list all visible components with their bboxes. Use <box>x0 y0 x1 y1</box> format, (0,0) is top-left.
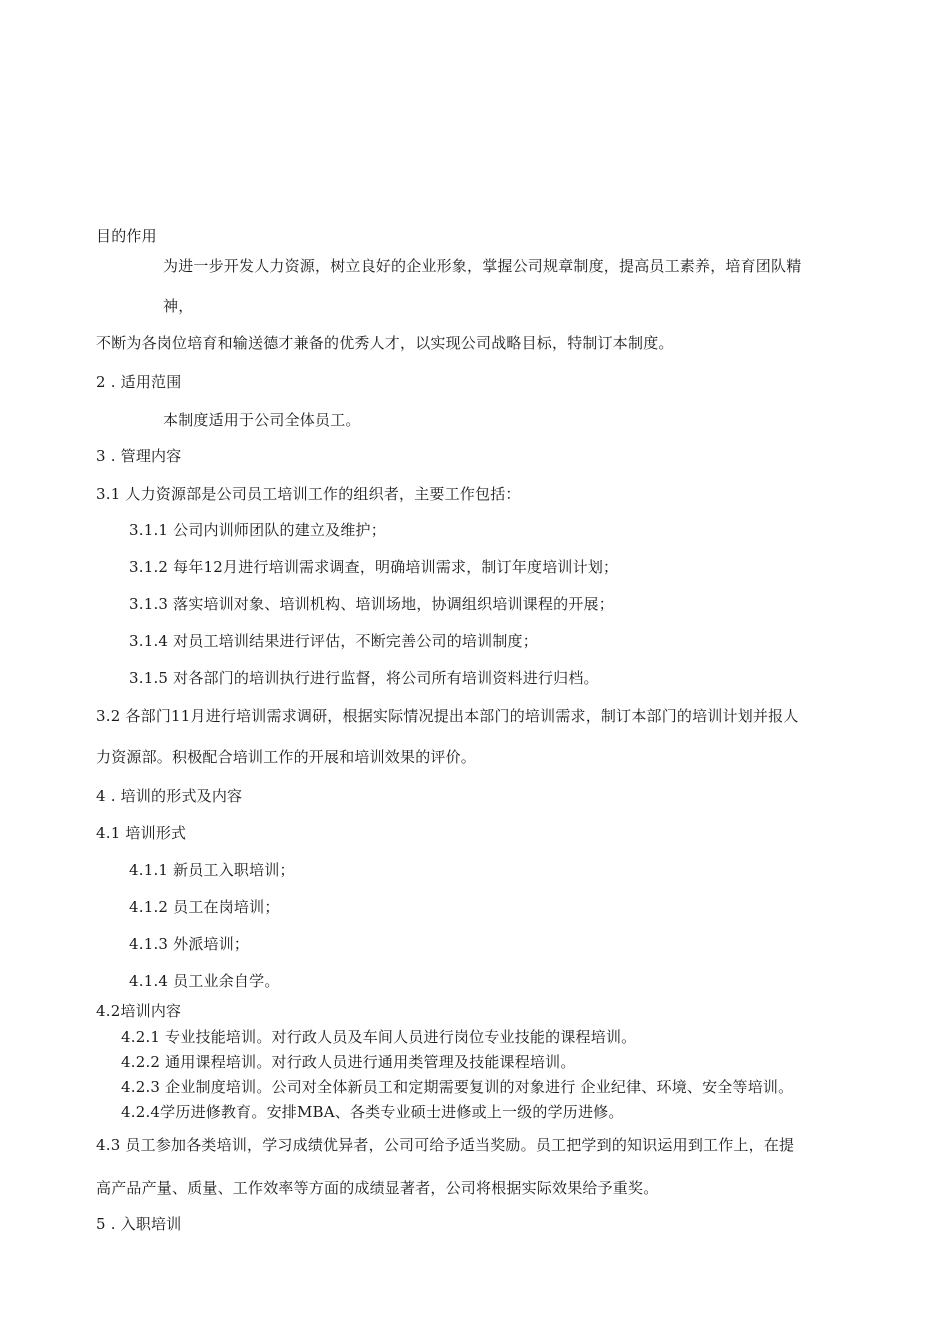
paragraph-purpose-line-1: 为进一步开发人力资源，树立良好的企业形象，掌握公司规章制度，提高员工素养，培育团队精 <box>163 257 802 275</box>
item-3-1-3: 3.1.3 落实培训对象、培训机构、培训场地，协调组织培训课程的开展； <box>129 595 614 613</box>
paragraph-scope: 本制度适用于公司全体员工。 <box>163 411 361 429</box>
item-4-2-2: 4.2.2 通用课程培训。对行政人员进行通用类管理及技能课程培训。 <box>121 1053 576 1071</box>
item-4-2-1: 4.2.1 专业技能培训。对行政人员及车间人员进行岗位专业技能的课程培训。 <box>121 1028 637 1046</box>
heading-training-forms: 4 . 培训的形式及内容 <box>96 787 243 805</box>
heading-purpose: 目的作用 <box>96 227 157 245</box>
item-3-2-line-1: 3.2 各部门11月进行培训需求调研，根据实际情况提出本部门的培训需求，制订本部门的培训计划并报人 <box>96 707 799 725</box>
heading-management: 3 . 管理内容 <box>96 447 182 465</box>
item-3-1: 3.1 人力资源部是公司员工培训工作的组织者，主要工作包括： <box>96 485 521 503</box>
item-4-2: 4.2培训内容 <box>96 1002 182 1020</box>
item-4-1-4: 4.1.4 员工业余自学。 <box>129 972 280 990</box>
item-4-3-line-1: 4.3 员工参加各类培训，学习成绩优异者，公司可给予适当奖励。员工把学到的知识运用到工作上，在提 <box>96 1136 795 1154</box>
heading-scope: 2 . 适用范围 <box>96 373 182 391</box>
paragraph-purpose-line-3: 不断为各岗位培育和输送德才兼备的优秀人才，以实现公司战略目标，特制订本制度。 <box>96 334 674 352</box>
item-3-2-line-2: 力资源部。积极配合培训工作的开展和培训效果的评价。 <box>96 748 477 766</box>
item-4-3-line-2: 高产品产量、质量、工作效率等方面的成绩显著者，公司将根据实际效果给予重奖。 <box>96 1179 659 1197</box>
item-3-1-4: 3.1.4 对员工培训结果进行评估，不断完善公司的培训制度； <box>129 632 538 650</box>
item-3-1-5: 3.1.5 对各部门的培训执行进行监督，将公司所有培训资料进行归档。 <box>129 669 599 687</box>
item-4-2-3: 4.2.3 企业制度培训。公司对全体新员工和定期需要复训的对象进行 企业纪律、环境、安全等培训。 <box>121 1078 794 1096</box>
item-3-1-2: 3.1.2 每年12月进行培训需求调查，明确培训需求，制订年度培训计划； <box>129 558 619 576</box>
item-3-1-1: 3.1.1 公司内训师团队的建立及维护； <box>129 521 386 539</box>
item-4-2-4: 4.2.4学历进修教育。安排MBA、各类专业硕士进修或上一级的学历进修。 <box>121 1103 624 1121</box>
item-4-1: 4.1 培训形式 <box>96 824 187 842</box>
heading-onboarding: 5 . 入职培训 <box>96 1215 182 1233</box>
item-4-1-3: 4.1.3 外派培训； <box>129 935 250 953</box>
paragraph-purpose-line-2: 神， <box>163 297 194 315</box>
item-4-1-2: 4.1.2 员工在岗培训； <box>129 898 280 916</box>
item-4-1-1: 4.1.1 新员工入职培训； <box>129 861 295 879</box>
